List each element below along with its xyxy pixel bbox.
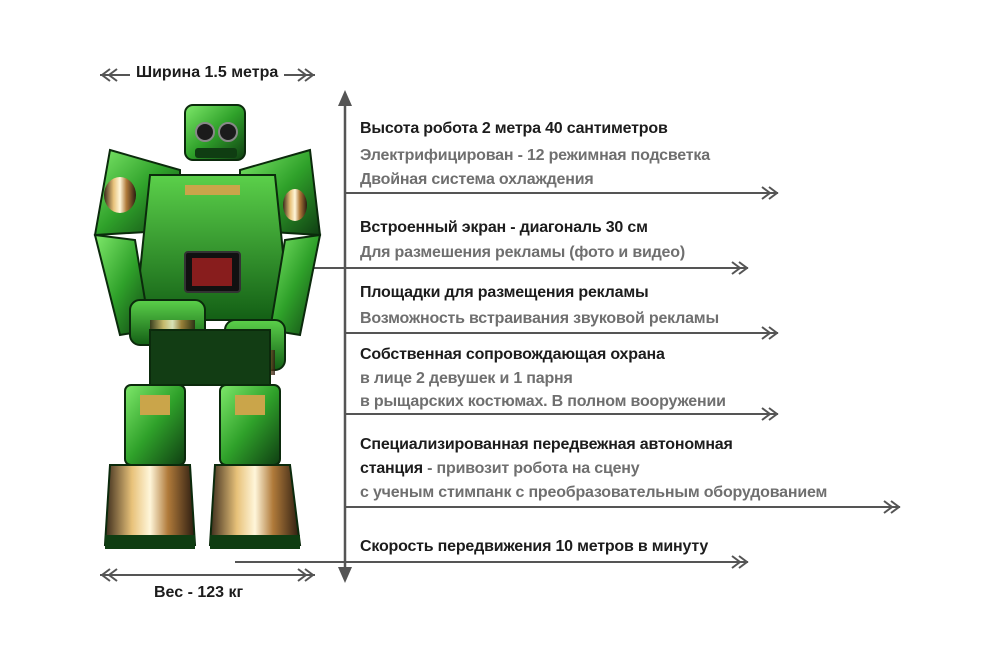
up-arrow-icon [338,90,352,106]
weight-dimension-line [100,569,315,581]
height-arrow [338,90,352,583]
feature-5-station-desc: - привозит робота на сцену [422,460,640,477]
feature-5-station-word: станция [360,460,423,477]
feature-1-line-2: Электрифицирован - 12 режимная подсветка [360,147,710,164]
feature-2-line-2: Для размешения рекламы (фото и видео) [360,244,685,261]
feature-5-title: Специализированная передвежная автономная [360,436,733,453]
robot-illustration [95,105,320,549]
weight-label: Вес - 123 кг [148,584,249,602]
width-label: Ширина 1.5 метра [130,64,284,82]
feature-5-line-3: с ученым стимпанк с преобразовательным оборудованием [360,484,828,501]
feature-2-title: Встроенный экран - диагональ 30 см [360,219,648,236]
feature-4-line-2: в лице 2 девушек и 1 парня [360,370,573,387]
feature-3-line-2: Возможность встраивания звуковой рекламы [360,310,719,327]
feature-1-title: Высота робота 2 метра 40 сантиметров [360,120,668,137]
feature-6-title: Скорость передвижения 10 метров в минуту [360,538,709,555]
feature-4-line-3: в рыщарских костюмах. В полном вооружении [360,393,726,410]
feature-5-line-2 [360,460,639,478]
feature-3-title: Площадки для размещения рекламы [360,284,649,301]
feature-4-title: Собственная сопровождающая охрана [360,346,665,363]
feature-1-line-3: Двойная система охлаждения [360,171,594,188]
down-arrow-icon [338,567,352,583]
